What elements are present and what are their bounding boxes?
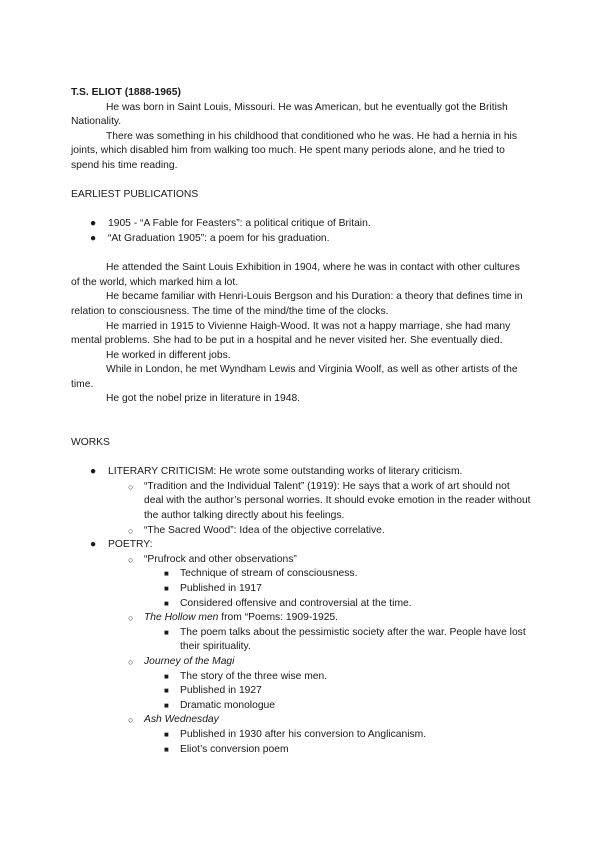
list-item <box>71 217 531 232</box>
list-item <box>71 743 531 758</box>
intro-paragraph: He was born in Saint Louis, Missouri. He was American, but he eventually got the British Nationality. <box>71 101 508 128</box>
list-item-text: Published in 1917 <box>180 583 262 594</box>
list-item-literary-criticism <box>71 465 531 480</box>
list-item-hollow-men <box>71 611 531 626</box>
list-item <box>71 626 531 655</box>
bullet-icon: ● <box>90 539 97 551</box>
bullet-icon: ■ <box>164 671 169 681</box>
list-item-text: Published in 1930 after his conversion to Anglicanism. <box>180 728 427 740</box>
bullet-icon: ● <box>90 466 97 478</box>
bullet-icon: ■ <box>164 729 169 739</box>
earliest-publications-list <box>71 217 531 246</box>
list-item-text: Dramatic monologue <box>180 699 276 711</box>
bio-paragraph: He worked in different jobs. <box>106 349 231 361</box>
list-item-text: Published in 1927 <box>180 685 262 697</box>
document-title: T.S. ELIOT (1888-1965) <box>71 87 181 98</box>
bullet-icon: ○ <box>128 613 134 624</box>
list-item <box>71 567 531 582</box>
bullet-icon: ■ <box>164 569 169 579</box>
bullet-icon: ○ <box>128 715 134 726</box>
bullet-icon: ■ <box>164 744 169 754</box>
list-item-text: “The Sacred Wood”: Idea of the objective correlative. <box>144 524 385 536</box>
bio-paragraph: He became familiar with Henri-Louis Bergson and his Duration: a theory that defines time in relation to consciousness. The time of the mind/the time of the clocks. <box>71 291 523 317</box>
list-item-text: “At Graduation 1905”: a poem for his graduation. <box>108 232 330 244</box>
bullet-icon: ○ <box>128 525 134 536</box>
list-item <box>71 699 531 714</box>
bullet-icon: ○ <box>128 481 134 492</box>
list-item <box>71 728 531 743</box>
bullet-icon: ● <box>90 232 97 244</box>
bullet-icon: ■ <box>164 584 169 593</box>
list-item-text: “Tradition and the Individual Talent” (1919): He says that a work of art should not deal with the author’s personal worries. It should evoke emotion in the reader without the author talking directly about his feelings. <box>144 480 531 522</box>
list-item <box>71 582 531 597</box>
list-item-text: LITERARY CRITICISM: He wrote some outstanding works of literary criticism. <box>108 466 463 478</box>
list-item-journey-of-the-magi <box>71 655 531 670</box>
list-item-text: Eliot’s conversion poem <box>180 743 289 755</box>
list-item-text: from “Poems: 1909-1925. <box>218 612 339 624</box>
list-item <box>71 232 531 247</box>
works-list <box>71 465 531 757</box>
work-title: The Hollow men <box>144 612 219 624</box>
list-item-text: The poem talks about the pessimistic society after the war. People have lost their spirituality. <box>180 626 526 653</box>
list-item-text: 1905 - “A Fable for Feasters”: a political critique of Britain. <box>108 218 371 230</box>
bio-paragraph: While in London, he met Wyndham Lewis and Virginia Woolf, as well as other artists of the time. <box>71 364 518 390</box>
intro-paragraph: There was something in his childhood that conditioned who he was. He had a hernia in his joints, which disabled him from walking too much. He spent many periods alone, and he tried to spend his time reading. <box>71 130 517 171</box>
earliest-publications-heading: EARLIEST PUBLICATIONS <box>71 189 199 201</box>
bio-paragraph: He attended the Saint Louis Exhibition in 1904, where he was in contact with other cultures of the world, which marked him a lot. <box>71 262 520 288</box>
bullet-icon: ■ <box>164 686 169 696</box>
bullet-icon: ■ <box>164 598 169 608</box>
list-item-text: “Prufrock and other observations” <box>144 553 297 565</box>
list-item-text: Considered offensive and controversial at the time. <box>180 597 412 609</box>
list-item <box>71 684 531 699</box>
document-body <box>71 86 531 757</box>
list-item-ash-wednesday <box>71 713 531 728</box>
list-item <box>71 524 531 539</box>
work-title: Ash Wednesday <box>144 714 219 726</box>
list-item-text: POETRY: <box>108 539 153 551</box>
bio-paragraph: He got the nobel prize in literature in 1948. <box>106 393 301 405</box>
bullet-icon: ○ <box>128 554 134 565</box>
list-item-text: Technique of stream of consciousness. <box>180 568 358 580</box>
bullet-icon: ■ <box>164 700 169 710</box>
list-item <box>71 597 531 612</box>
list-item-poetry <box>71 538 531 553</box>
bio-paragraph: He married in 1915 to Vivienne Haigh-Wood. It was not a happy marriage, she had many mental problems. She had to be put in a hospital and he never visited her. She eventually died. <box>71 320 511 347</box>
list-item <box>71 480 531 524</box>
bullet-icon: ■ <box>164 627 169 637</box>
bullet-icon: ○ <box>128 656 134 667</box>
works-heading: WORKS <box>71 437 110 449</box>
list-item-text: The story of the three wise men. <box>180 670 328 682</box>
work-title: Journey of the Magi <box>144 655 235 667</box>
bullet-icon: ● <box>90 218 97 230</box>
list-item-prufrock <box>71 553 531 568</box>
list-item <box>71 670 531 685</box>
